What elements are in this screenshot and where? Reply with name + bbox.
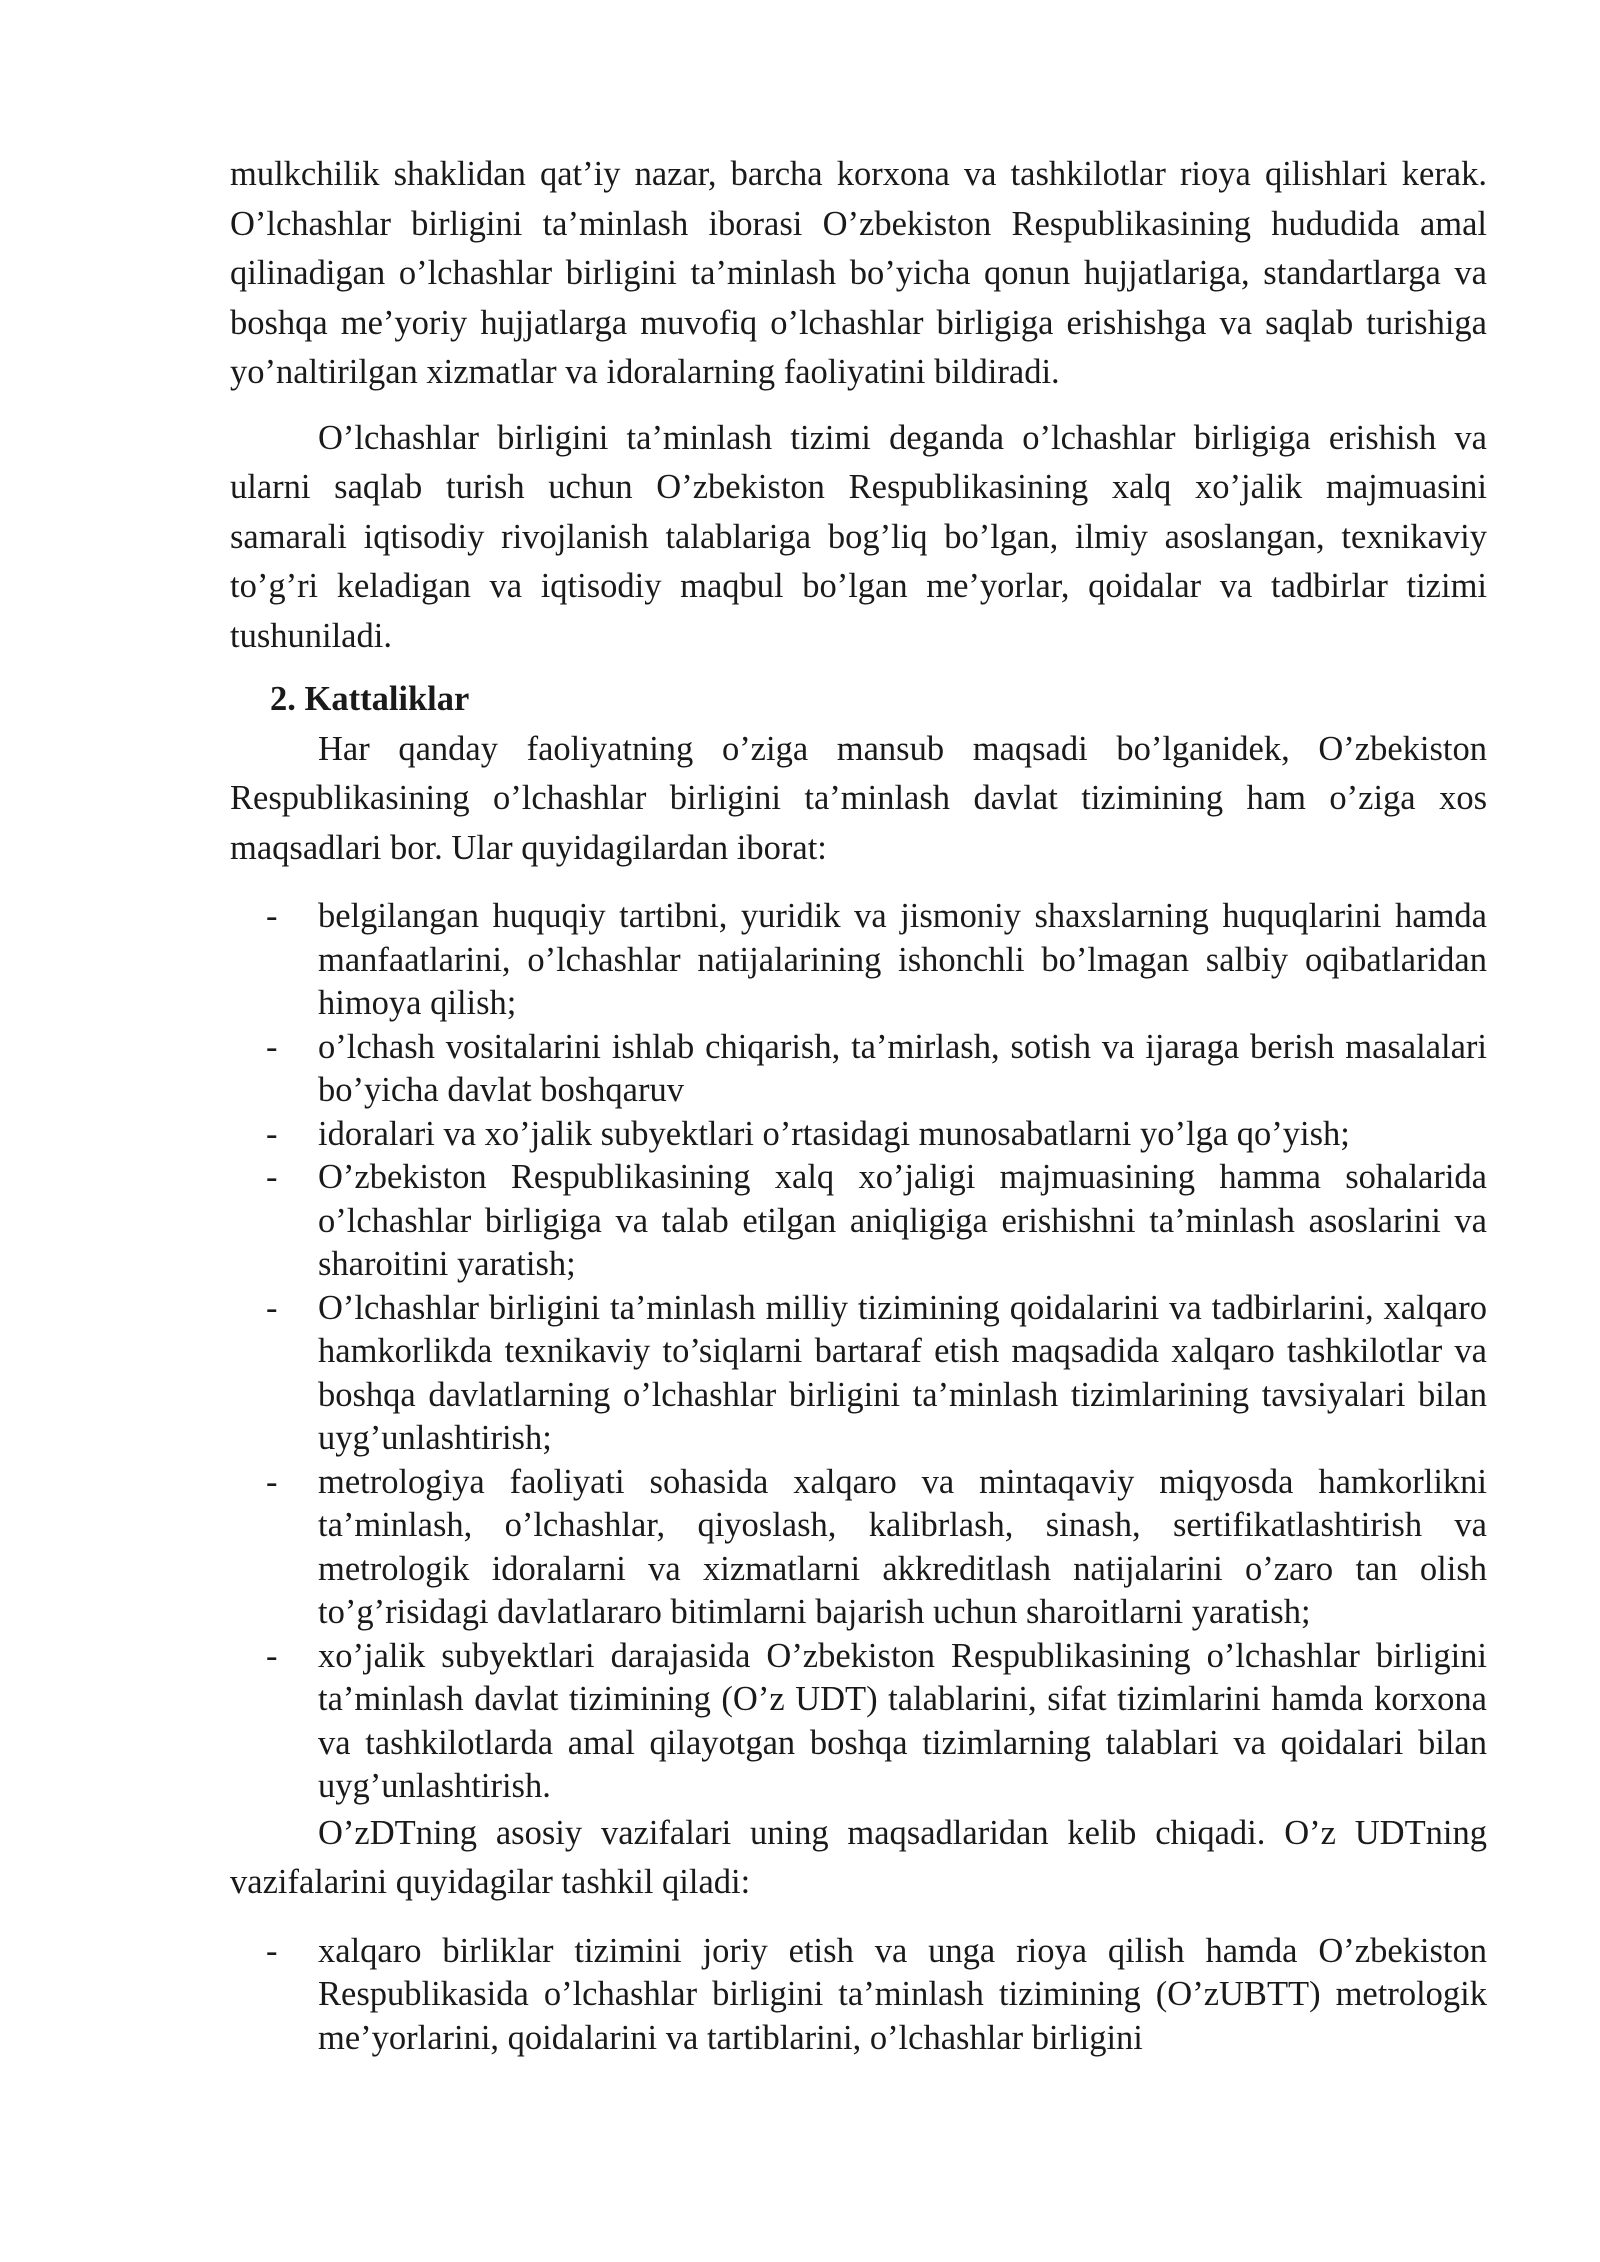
list-bullet: - bbox=[266, 1636, 278, 1675]
list-item-text: metrologiya faoliyati sohasida xalqaro va mintaqaviy miqyosda hamkorlikni ta’minlash, o’lchashlar, qiyoslash, kalibrlash, sinash, sertifikatlashtirish va metrologik idoralarni va xizmatlarni akkreditlash natijalarini o’zaro tan olish to’g’risidagi davlatlararo bitimlarni bajarish uchun sharoitlarni yaratish; bbox=[318, 1462, 1487, 1631]
list-item-text: o’lchash vositalarini ishlab chiqarish, ta’mirlash, sotish va ijaraga berish masalalari bo’yicha davlat boshqaruv bbox=[318, 1027, 1487, 1109]
page-content bbox=[230, 150, 1487, 2060]
list-item bbox=[230, 1156, 1487, 1287]
list-item bbox=[230, 1930, 1487, 2061]
intro-paragraph: mulkchilik shaklidan qat’iy nazar, barcha korxona va tashkilotlar rioya qilishlari kerak. O’lchashlar birligini ta’minlash iborasi O’zbekiston Respublikasining hududida amal qilinadigan o’lchashlar birligini ta’minlash bo’yicha qonun hujjatlariga, standartlarga va boshqa me’yoriy hujjatlarga muvofiq o’lchashlar birligiga erishishga va saqlab turishiga yo’naltirilgan xizmatlar va idoralarning faoliyatini bildiradi. bbox=[230, 155, 1487, 391]
list-bullet: - bbox=[266, 1462, 278, 1501]
list-bullet: - bbox=[266, 1158, 278, 1196]
list-item-text: O’lchashlar birligini ta’minlash milliy tizimining qoidalarini va tadbirlarini, xalqaro hamkorlikda texnikaviy to’siqlarni bartaraf etish maqsadida xalqaro tashkilotlar va boshqa davlatlarning o’lchashlar birligini ta’minlash tizimlarining tavsiyalari bilan uyg’unlashtirish; bbox=[318, 1288, 1487, 1457]
goals-list bbox=[230, 895, 1487, 1809]
list-bullet: - bbox=[266, 1931, 278, 1970]
list-item bbox=[230, 1635, 1487, 1809]
list-bullet: - bbox=[266, 1114, 278, 1153]
list-bullet: - bbox=[266, 897, 278, 935]
list-item bbox=[230, 895, 1487, 1026]
list-item bbox=[230, 1113, 1487, 1157]
list-item-text: xo’jalik subyektlari darajasida O’zbekiston Respublikasining o’lchashlar birligini ta’minlash davlat tizimining (O’z UDT) talablarini, sifat tizimlarini hamda korxona va tashkilotlarda amal qilayotgan boshqa tizimlarning talablari va qoidalari bilan uyg’unlashtirish. bbox=[318, 1636, 1487, 1805]
list-item bbox=[230, 1026, 1487, 1113]
system-definition-paragraph: O’lchashlar birligini ta’minlash tizimi deganda o’lchashlar birligiga erishish va ularni saqlab turish uchun O’zbekiston Respublikasining xalq xo’jalik majmuasini samarali iqtisodiy rivojlanish talablariga bog’liq bo’lgan, ilmiy asoslangan, texnikaviy to’g’ri keladigan va iqtisodiy maqbul bo’lgan me’yorlar, qoidalar va tadbirlar tizimi tushuniladi. bbox=[230, 418, 1487, 655]
list-bullet: - bbox=[266, 1288, 278, 1327]
list-item-text: xalqaro birliklar tizimini joriy etish va unga rioya qilish hamda O’zbekiston Respublikasida o’lchashlar birligini ta’minlash tizimining (O’zUBTT) metrologik me’yorlarini, qoidalarini va tartiblarini, o’lchashlar birligini bbox=[318, 1931, 1487, 2057]
list-item-text: O’zbekiston Respublikasining xalq xo’jaligi majmuasining hamma sohalarida o’lchashlar birligiga va talab etilgan aniqligiga erishishni ta’minlash asoslarini va sharoitini yaratish; bbox=[318, 1158, 1487, 1283]
list-bullet: - bbox=[266, 1027, 278, 1066]
tasks-list bbox=[230, 1930, 1487, 2061]
list-item bbox=[230, 1461, 1487, 1635]
list-item-text: idoralari va xo’jalik subyektlari o’rtasidagi munosabatlarni yo’lga qo’yish; bbox=[318, 1114, 1350, 1153]
list-item-text: belgilangan huquqiy tartibni, yuridik va jismoniy shaxslarning huquqlarini hamda manfaatlarini, o’lchashlar natijalarining ishonchli bo’lmagan salbiy oqibatlaridan himoya qilish; bbox=[318, 897, 1487, 1022]
section-heading: 2. Kattaliklar bbox=[270, 680, 470, 718]
list-item bbox=[230, 1287, 1487, 1461]
tasks-intro-paragraph: O’zDTning asosiy vazifalari uning maqsadlaridan kelib chiqadi. O’z UDTning vazifalarini quyidagilar tashkil qiladi: bbox=[230, 1813, 1487, 1901]
goals-intro-paragraph: Har qanday faoliyatning o’ziga mansub maqsadi bo’lganidek, O’zbekiston Respublikasining o’lchashlar birligini ta’minlash davlat tizimining ham o’ziga xos maqsadlari bor. Ular quyidagilardan iborat: bbox=[230, 729, 1487, 867]
